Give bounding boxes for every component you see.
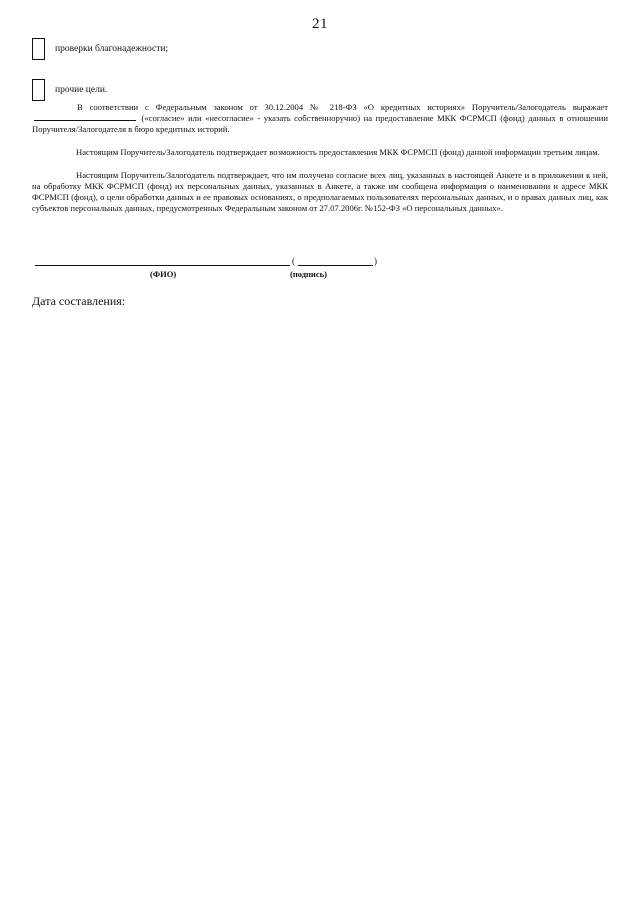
decoding-line[interactable]: [298, 265, 373, 266]
paragraph-personal-data: Настоящим Поручитель/Залогодатель подтверждает, что им получено согласие всех лиц, указанных в настоящей Анкете и в приложении к ней, на обработку МКК ФСРМСП (фонд) их персональных данных, указанных в Анкете, а также им сообщена информация о наименовании и адресе МКК ФСРМСП (фонд), о цели обработки данных и ее правовых основаниях, о предполагаемых пользователях персональных данных, и о правах данных лиц, как субъектов персональных данных, предусмотренных Федеральным законом от 27.07.2006г. №152-ФЗ «О персональных данных».: [32, 170, 608, 213]
consent-blank-field[interactable]: [34, 113, 136, 121]
signature-caption: (подпись): [290, 269, 327, 279]
name-signature-line[interactable]: [35, 265, 290, 266]
paragraph-third-parties: Настоящим Поручитель/Залогодатель подтверждает возможность предоставления МКК ФСРМСП (фонд) данной информации третьим лицам.: [76, 147, 600, 157]
signature-paren-open: (: [292, 256, 295, 266]
checkbox-other[interactable]: [32, 79, 45, 101]
consent-text-before: В соответствии с Федеральным законом от 30.12.2004 № 218-ФЗ «О кредитных историях» Поручитель/Залогодатель выражает: [77, 102, 608, 112]
name-caption: (ФИО): [150, 269, 177, 279]
consent-text-after: («согласие» или «несогласие» - указать собственноручно) на предоставление МКК ФСРМСП (фонд) данных в отношении Поручителя/Залогодателя в бюро кредитных историй.: [32, 113, 608, 134]
checkbox-reliability[interactable]: [32, 38, 45, 60]
checkbox-label-other: прочие цели.: [55, 85, 108, 95]
signature-paren-close: ): [374, 256, 377, 266]
checkbox-label-reliability: проверки благонадежности;: [55, 44, 169, 54]
checkbox-row-reliability: [32, 35, 168, 63]
signature-block: [35, 256, 380, 282]
paragraph-credit-history-consent: [32, 102, 608, 135]
date-label: Дата составления:: [32, 294, 126, 308]
page-number: 21: [312, 16, 328, 32]
checkbox-row-other: [32, 76, 107, 104]
